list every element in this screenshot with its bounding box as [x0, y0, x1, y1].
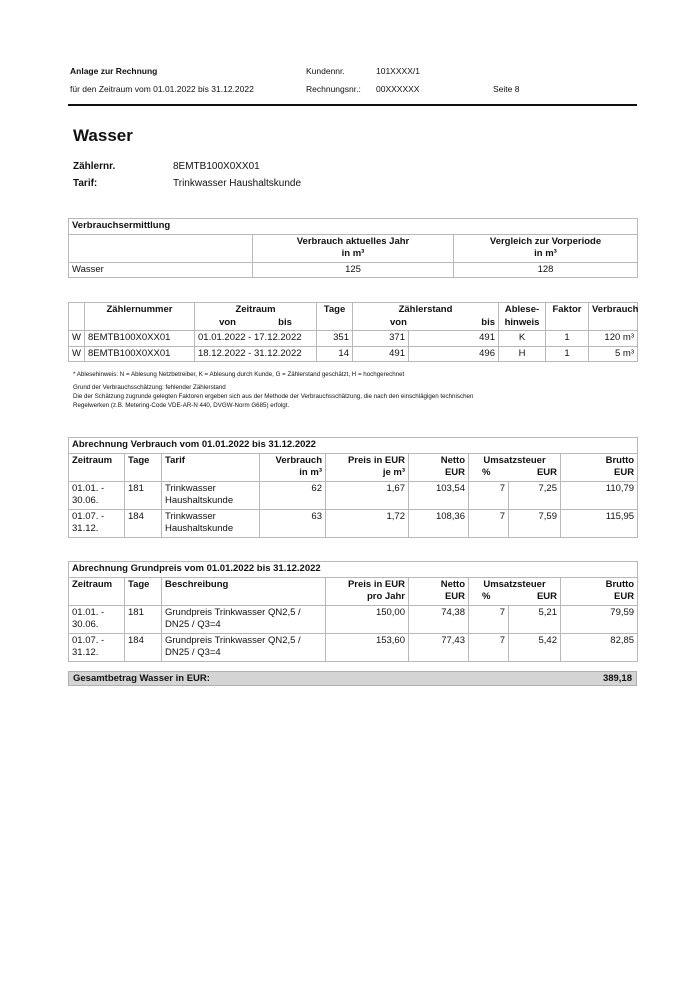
- header-divider: [68, 104, 637, 106]
- meter-readings-table: [68, 302, 638, 362]
- document-title: Anlage zur Rechnung: [70, 66, 158, 76]
- table-row: W 8EMTB100X0XX01 18.12.2022 - 31.12.2022 14 491 496 H 1 5 m³: [69, 346, 638, 362]
- meter-number: 8EMTB100X0XX01: [173, 161, 260, 172]
- reading-header: Zählerstand von bis: [353, 303, 499, 331]
- total-value: 389,18: [602, 673, 632, 684]
- factor-header: Faktor: [546, 303, 589, 331]
- table-row: [69, 262, 638, 278]
- base-price-table: Abrechnung Grundpreis vom 01.01.2022 bis 31.12.2022 Zeitraum Tage Beschreibung Preis in EUR pro Jahr Netto EUR Umsatzsteuer % EUR Brutto EUR 01.01. - 30.06. 181 Grundpreis Trinkwasser QN2,5 / DN25 / Q3=4 150,00 74,38 7 5,21 79,59 01.07. - 31.12. 184 Grundpreis Trinkwasser QN2,5 / DN25 / Q3=4 153,60 77,43 7 5,42 82,85: [68, 561, 638, 662]
- footnote-reason: Grund der Verbrauchsschätzung: fehlender Zählerstand: [73, 384, 226, 391]
- usage-billing-title: Abrechnung Verbrauch vom 01.01.2022 bis 31.12.2022: [69, 438, 638, 454]
- tariff-label: Tarif:: [73, 178, 98, 189]
- current-consumption: 125: [253, 262, 454, 278]
- invoice-label: Rechnungsnr.:: [306, 84, 361, 94]
- footnote-regulation: Regelwerken (z.B. Metering-Code VDE-AR-N 440, DVGW-Norm G685) erfolgt.: [73, 402, 290, 409]
- consumption-title: Verbrauchsermittlung: [69, 219, 638, 235]
- usage-header: Verbrauch: [589, 303, 638, 331]
- row-label: Wasser: [69, 262, 253, 278]
- current-year-header: Verbrauch aktuelles Jahr in m³: [253, 234, 454, 262]
- meter-header: Zählernummer: [85, 303, 195, 331]
- table-row: 01.07. - 31.12. 184 Grundpreis Trinkwasser QN2,5 / DN25 / Q3=4 153,60 77,43 7 5,42 82,85: [69, 633, 638, 661]
- days-header: Tage: [317, 303, 353, 331]
- customer-number: 101XXXX/1: [376, 66, 420, 76]
- previous-consumption: 128: [454, 262, 638, 278]
- page-number: Seite 8: [493, 84, 520, 94]
- period-header: Zeitraum von bis: [195, 303, 317, 331]
- tariff-value: Trinkwasser Haushaltskunde: [173, 178, 302, 189]
- table-row: W 8EMTB100X0XX01 01.01.2022 - 17.12.2022 351 371 491 K 1 120 m³: [69, 331, 638, 347]
- total-label: Gesamtbetrag Wasser in EUR:: [73, 673, 210, 684]
- reading-hint-header: Ablese- hinweis: [499, 303, 546, 331]
- usage-billing-table: Abrechnung Verbrauch vom 01.01.2022 bis 31.12.2022 Zeitraum Tage Tarif Verbrauch in m³ Preis in EUR je m³ Netto EUR Umsatzsteuer % EUR Brutto EUR 01.01. - 30.06. 181 Trinkwasser Haushaltskunde 62 1,67 103,54 7 7,25 110,79 01.07. - 31.12. 184 Trinkwasser Haushaltskunde 63 1,72 108,36 7 7,59 115,95: [68, 437, 638, 538]
- billing-period: für den Zeitraum vom 01.01.2022 bis 31.12.2022: [70, 84, 254, 94]
- table-row: 01.01. - 30.06. 181 Trinkwasser Haushaltskunde 62 1,67 103,54 7 7,25 110,79: [69, 481, 638, 509]
- footnote-legend: * Ablesehinweis: N = Ablesung Netzbetreiber, K = Ablesung durch Kunde, G = Zählerstand geschätzt, H = hochgerechnet: [73, 371, 405, 378]
- total-row: [68, 671, 637, 686]
- invoice-number: 00XXXXXX: [376, 84, 420, 94]
- consumption-table: [68, 218, 638, 278]
- section-title: Wasser: [73, 126, 133, 145]
- customer-label: Kundennr.: [306, 66, 345, 76]
- base-price-title: Abrechnung Grundpreis vom 01.01.2022 bis 31.12.2022: [69, 562, 638, 578]
- footnote-method: Die der Schätzung zugrunde gelegten Faktoren ergeben sich aus der Methode der Verbrauchsschätzung, die nach den einschlägigen technischen: [73, 393, 474, 400]
- previous-period-header: Vergleich zur Vorperiode in m³: [454, 234, 638, 262]
- meter-label: Zählernr.: [73, 161, 116, 172]
- table-row: 01.01. - 30.06. 181 Grundpreis Trinkwasser QN2,5 / DN25 / Q3=4 150,00 74,38 7 5,21 79,59: [69, 605, 638, 633]
- table-row: 01.07. - 31.12. 184 Trinkwasser Haushaltskunde 63 1,72 108,36 7 7,59 115,95: [69, 509, 638, 537]
